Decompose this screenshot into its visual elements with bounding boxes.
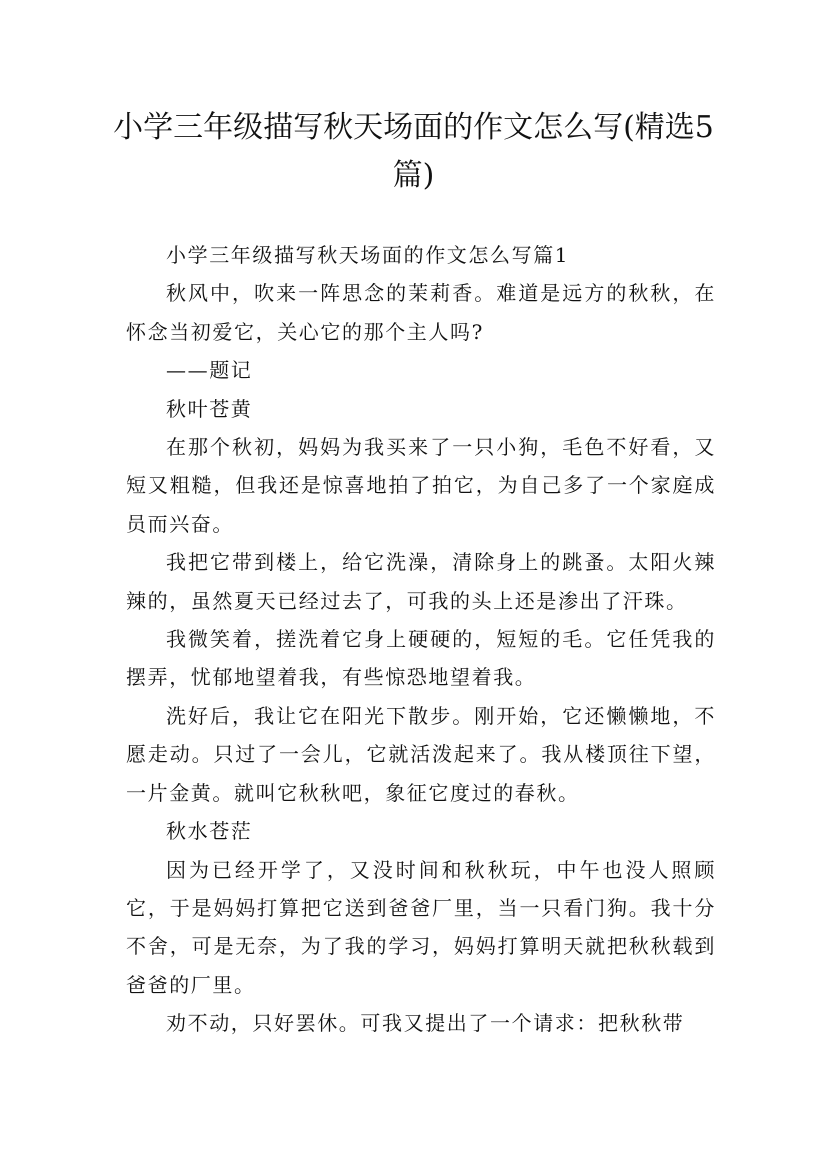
- paragraph: 秋风中，吹来一阵思念的茉莉香。难道是远方的秋秋，在怀念当初爱它，关心它的那个主人吗?: [126, 281, 716, 344]
- section-heading: 小学三年级描写秋天场面的作文怎么写篇1: [166, 243, 570, 267]
- document-title: 小学三年级描写秋天场面的作文怎么写(精选5篇): [113, 110, 714, 193]
- subheading: 秋叶苍黄: [166, 396, 253, 421]
- epigraph-attribution: ——题记: [166, 358, 253, 383]
- paragraph: 在那个秋初，妈妈为我买来了一只小狗，毛色不好看，又短又粗糙，但我还是惊喜地拍了拍它，为自己多了一个家庭成员而兴奋。: [126, 435, 716, 536]
- paragraph: 我微笑着，搓洗着它身上硬硬的，短短的毛。它任凭我的摆弄，忧郁地望着我，有些惊恐地望着我。: [126, 627, 716, 690]
- paragraph: 洗好后，我让它在阳光下散步。刚开始，它还懒懒地，不愿走动。只过了一会儿，它就活泼起来了。我从楼顶往下望，一片金黄。就叫它秋秋吧，象征它度过的春秋。: [126, 703, 716, 805]
- document-body: [126, 236, 716, 1043]
- paragraph: 我把它带到楼上，给它洗澡，清除身上的跳蚤。太阳火辣辣的，虽然夏天已经过去了，可我的头上还是渗出了汗珠。: [126, 550, 716, 613]
- paragraph: 劝不动，只好罢休。可我又提出了一个请求：把秋秋带: [166, 1011, 685, 1036]
- paragraph: 因为已经开学了，又没时间和秋秋玩，中午也没人照顾它，于是妈妈打算把它送到爸爸厂里，当一只看门狗。我十分不舍，可是无奈，为了我的学习，妈妈打算明天就把秋秋载到爸爸的厂里。: [126, 857, 716, 997]
- subheading: 秋水苍茫: [166, 819, 253, 844]
